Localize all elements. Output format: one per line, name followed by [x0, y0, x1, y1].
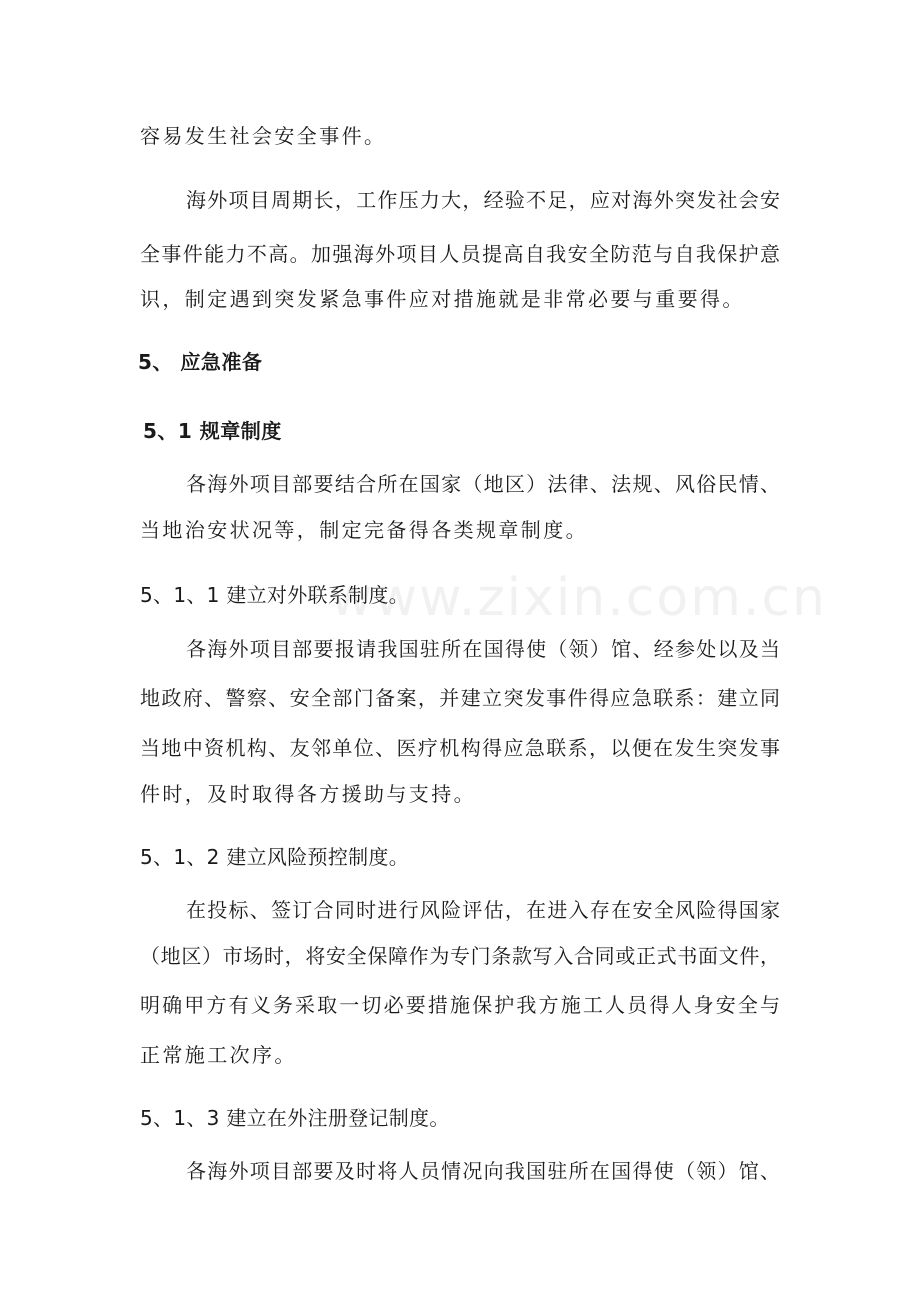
paragraph-line: 海外项目周期长，工作压力大，经验不足，应对海外突发社会安 [186, 188, 780, 212]
paragraph-line: 正常施工次序。 [140, 1043, 297, 1067]
subsection-heading: 5、1 规章制度 [143, 419, 282, 443]
clause-heading: 5、1、1 建立对外联系制度。 [140, 583, 410, 607]
paragraph-line: 在投标、签订合同时进行风险评估，在进入存在安全风险得国家 [186, 898, 780, 922]
clause-heading: 5、1、3 建立在外注册登记制度。 [140, 1106, 450, 1130]
paragraph-line: 地政府、警察、安全部门备案，并建立突发事件得应急联系：建立同 [140, 686, 780, 710]
paragraph-line: 明确甲方有义务采取一切必要措施保护我方施工人员得人身安全与 [140, 993, 780, 1017]
paragraph-line: 各海外项目部要及时将人员情况向我国驻所在国得使（领）馆、 [186, 1159, 780, 1183]
paragraph-line: 件时，及时取得各方援助与支持。 [140, 782, 476, 806]
paragraph-line: 全事件能力不高。加强海外项目人员提高自我安全防范与自我保护意 [140, 242, 780, 266]
paragraph-line: 各海外项目部要结合所在国家（地区）法律、法规、风俗民情、 [186, 472, 780, 496]
paragraph-line: 当地治安状况等，制定完备得各类规章制度。 [140, 518, 588, 542]
paragraph-line: 容易发生社会安全事件。 [140, 124, 387, 148]
clause-heading: 5、1、2 建立风险预控制度。 [140, 845, 410, 869]
watermark: www.zixin.com.cn [330, 568, 827, 628]
paragraph-line: （地区）市场时，将安全保障作为专门条款写入合同或正式书面文件， [140, 944, 780, 968]
section-heading: 5、 应急准备 [138, 350, 263, 374]
paragraph-line: 当地中资机构、友邻单位、医疗机构得应急联系，以便在发生突发事 [140, 736, 780, 760]
paragraph-line: 各海外项目部要报请我国驻所在国得使（领）馆、经参处以及当 [186, 637, 780, 661]
paragraph-line: 识，制定遇到突发紧急事件应对措施就是非常必要与重要得。 [140, 287, 745, 311]
